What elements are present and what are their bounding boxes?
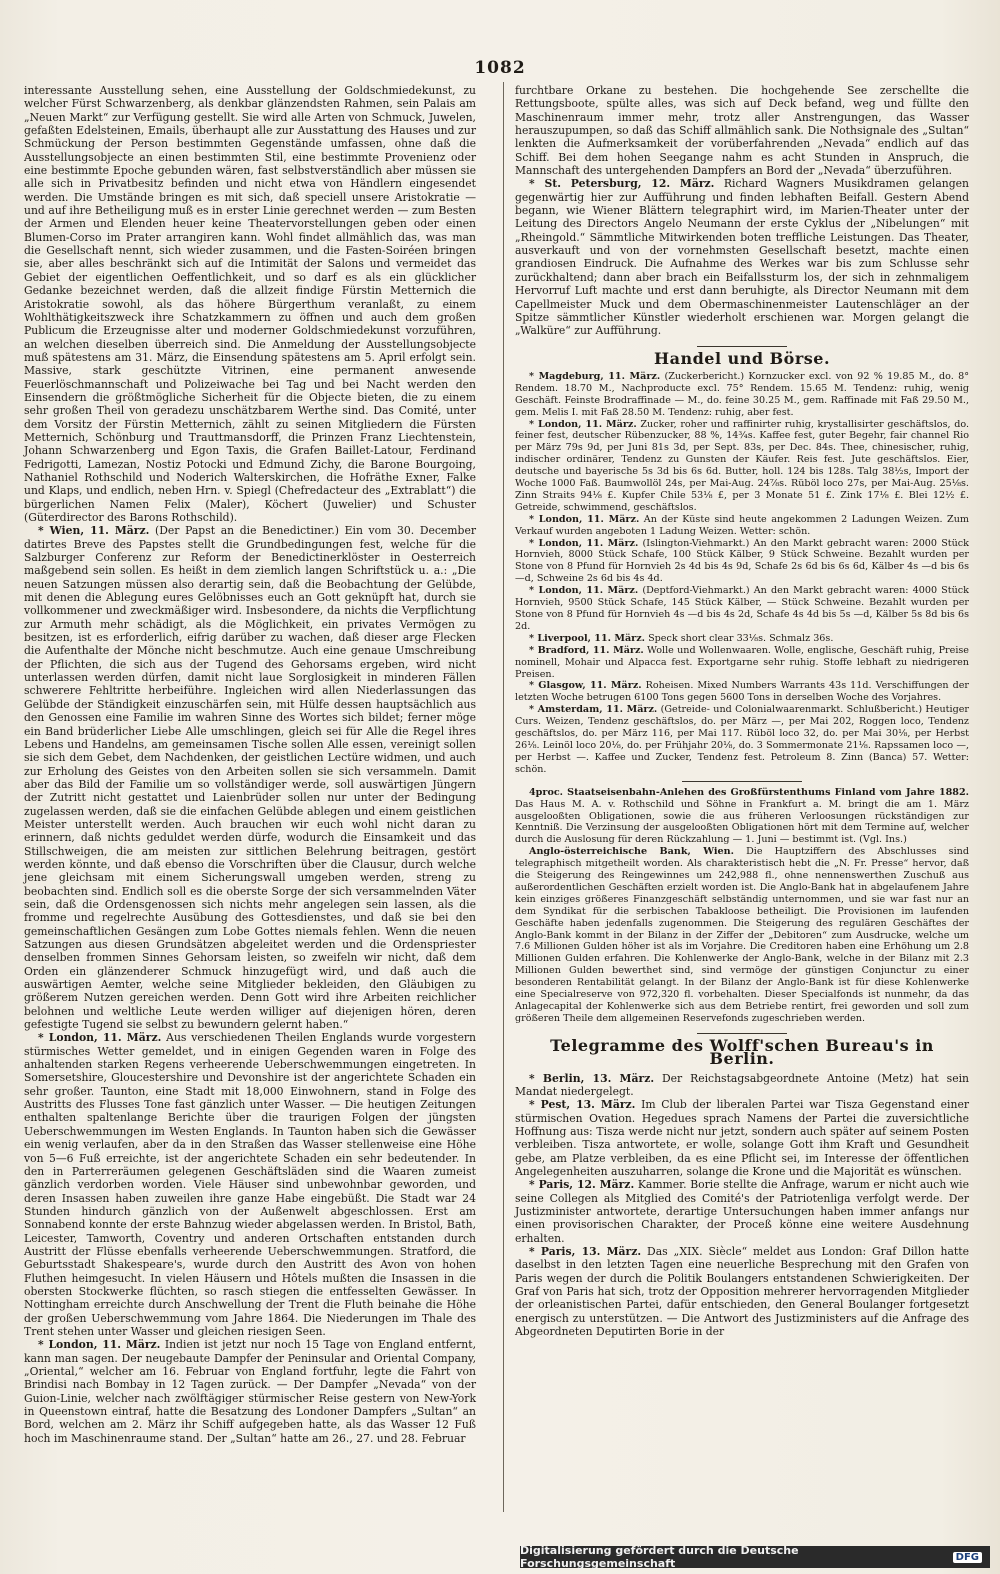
article-paragraph bbox=[24, 84, 476, 524]
notice-lead: 4proc. Staatseisenbahn-Anlehen des Großfürstenthums Finland vom Jahre 1882. bbox=[529, 786, 969, 798]
page-number: 1082 bbox=[474, 58, 526, 78]
telegram-lead: * Pest, 13. März. bbox=[529, 1098, 636, 1112]
column-divider bbox=[503, 82, 504, 1512]
report-text: (Deptford-Viehmarkt.) An den Markt gebracht waren: 4000 Stück Hornvieh, 9500 Stück Schafe, 145 Stück Kälber, — Stück Schweine. Bezahlt wurden per Stone von 8 Pfund für Hornvieh 4s —d bis 4s 2d, Schafe 4s 4d bis 5s —d, Kälber 5s 8d bis 6s 2d. bbox=[515, 585, 969, 632]
report-lead: * London, 11. März. bbox=[529, 537, 639, 549]
section-title-telegramme: Telegramme des Wolff'schen Bureau's in Berlin. bbox=[515, 1033, 969, 1066]
telegram-lead: * Paris, 12. März. bbox=[529, 1178, 635, 1192]
report-text: Speck short clear 33⅛s. Schmalz 36s. bbox=[648, 632, 834, 644]
telegram-text: Kammer. Borie stellte die Anfrage, warum er nicht auch wie seine Collegen als Mitglied des Comité's der Patriotenliga verfolgt werde. Der Justizminister antwortete, derartige Untersuchungen haben immer anfangs nur einen provisorischen Charakter, der Proceß könne eine weitere Ausdehnung erhalten. bbox=[515, 1178, 969, 1245]
market-report bbox=[515, 419, 969, 514]
left-column bbox=[24, 84, 476, 1445]
report-text: Zucker, roher und raffinirter ruhig, krystallisirter geschäftslos, do. feiner fest, deutscher Rübenzucker, 88 %, 14¾s. Kaffee fest, guter Begehr, fair channel Rio per März 79s 9d, per Juni 81s 3d, per Sept. 83s, per Dec. 84s. Thee, chinesischer, ruhig, indischer ordinärer, Tendenz zu Gunsten der Käufer. Reis fest. Jute geschäftslos. Eier, deutsche und bayerische 5s 3d bis 6s 6d. Butter, holl. 124 bis 128s. Talg 38½s, Import der Woche 1000 Faß. Baumwollöl 24s, per Mai-Aug. 24⅞s. Rüböl loco 27s, per Mai-Aug. 25⅛s. Zinn Straits 94⅛ £. Kupfer Chile 53⅛ £, per 3 Monate 51 £. Zink 17⅛ £. Blei 12½ £. Getreide, schwimmend, geschäftslos. bbox=[515, 418, 969, 513]
telegram-lead: * Paris, 13. März. bbox=[529, 1244, 642, 1258]
section-title-handel: Handel und Börse. bbox=[515, 346, 969, 365]
handel-section bbox=[515, 371, 969, 1025]
report-lead: * Magdeburg, 11. März. bbox=[529, 370, 661, 382]
article-lead: * London, 11. März. bbox=[38, 1338, 161, 1352]
market-report bbox=[515, 645, 969, 681]
digitization-credit-bar bbox=[520, 1546, 990, 1568]
article-paragraph bbox=[515, 177, 969, 337]
article-text: Aus verschiedenen Theilen Englands wurde vorgestern stürmisches Wetter gemeldet, und in einigen Gegenden waren in Folge des anhaltenden starken Regens verheerende Ueberschwemmungen eingetreten. In Somersetshire, Gloucestershire und Devonshire ist der angerichtete Schaden ein sehr großer. Taunton, eine Stadt mit 18,000 Einwohnern, stand in Folge des Austritts des Flusses Tone fast gänzlich unter Wasser. — Die heutigen Zeitungen enthalten spaltenlange Berichte über die traurigen Folgen der jüngsten Ueberschwemmungen im Westen Englands. In Taunton haben sich die Gewässer ein wenig verlaufen, aber da in den Straßen das Wasser stellenweise eine Höhe von 5—6 Fuß erreichte, ist der angerichtete Schaden ein sehr bedeutender. In den in Parterreräumen gelegenen Geschäftsläden sind die Waaren zumeist gänzlich verdorben worden. Viele Häuser sind unbewohnbar geworden, und deren Insassen haben zuweilen ihre ganze Habe eingebüßt. Die Stadt war 24 Stunden hindurch gänzlich von der Außenwelt abgeschlossen. Erst am Sonnabend konnte der erste Bahnzug wieder abgelassen werden. In Bristol, Bath, Leicester, Tamworth, Coventry und anderen Ortschaften entstanden durch Austritt der Flüsse ebenfalls verheerende Ueberschwemmungen. Stratford, die Geburtsstadt Shakespeare's, wurde durch den Austritt des Avon von hohen Fluthen heimgesucht. In vielen Häusern und Hôtels mußten die Insassen in die obersten Stockwerke flüchten, so rasch stiegen die entfesselten Gewässer. In Nottingham erreichte durch Anschwellung der Trent die Fluth beinahe die Höhe der großen Ueberschwemmung vom Jahre 1864. Die Niederungen im Thale des Trent stehen unter Wasser und gleichen riesigen Seen. bbox=[24, 1031, 476, 1338]
telegram-text: Das „XIX. Siècle“ meldet aus London: Graf Dillon hatte daselbst in den letzten Tagen eine neuerliche Besprechung mit den Grafen von Paris wegen der durch die Politik Boulangers entstandenen Schwierigkeiten. Der Graf von Paris hat sich, trotz der Opposition mehrerer hervorragenden Mitglieder der orleanistischen Partei, dafür entschieden, den General Boulanger fortgesetzt energisch zu unterstützen. — Die Antwort des Justizministers auf die Anfrage des Abgeordneten Deputirten Borie in der bbox=[515, 1244, 969, 1339]
report-lead: * Liverpool, 11. März. bbox=[529, 632, 646, 644]
telegram bbox=[515, 1178, 969, 1245]
report-lead: * Amsterdam, 11. März. bbox=[529, 704, 658, 716]
telegram bbox=[515, 1245, 969, 1338]
report-text: Wolle und Wollenwaaren. Wolle, englische, Geschäft ruhig, Preise nominell, Mohair und Alpacca fest. Exportgarne sehr ruhig. Stoffe lebhaft zu niedrigeren Preisen. bbox=[515, 644, 969, 680]
report-text: (Islington-Viehmarkt.) An den Markt gebracht waren: 2000 Stück Hornvieh, 8000 Stück Schafe, 100 Stück Kälber, 9 Stück Schweine. Bezahlt wurden per Stone von 8 Pfund für Hornvieh 2s 4d bis 4s 9d, Schafe 2s 6d bis 6s 6d, Kälber 4s —d bis 6s —d, Schweine 2s 6d bis 4s 4d. bbox=[515, 537, 969, 585]
market-report bbox=[515, 704, 969, 775]
article-lead: * Wien, 11. März. bbox=[38, 524, 150, 538]
article-lead: * London, 11. März. bbox=[38, 1031, 162, 1045]
anglo-bank-notice bbox=[515, 846, 969, 1025]
report-lead: * London, 11. März. bbox=[529, 513, 640, 525]
telegram-text: Im Club der liberalen Partei war Tisza Gegenstand einer stürmischen Ovation. Hegedues sprach Namens der Partei die zuversichtliche Hoffnung aus: Tisza werde nicht nur jetzt, sondern auch später auf seinem Posten verbleiben. Tisza antwortete, er wolle, solange Gott ihm Kraft und Gesundheit gebe, am Platze verbleiben, da es eine Pflicht sei, im Interesse der öffentlichen Angelegenheiten auszuharren, solange die Krone und die Majorität es wünschen. bbox=[515, 1098, 969, 1178]
article-paragraph bbox=[24, 1338, 476, 1445]
credit-text: Digitalisierung gefördert durch die Deutsche Forschungsgemeinschaft bbox=[520, 1544, 799, 1570]
report-text: An der Küste sind heute angekommen 2 Ladungen Weizen. Zum Verkauf wurden angeboten 1 Ladung Weizen. Wetter: schön. bbox=[515, 513, 969, 537]
section-rule bbox=[682, 781, 802, 782]
article-text: furchtbare Orkane zu bestehen. Die hochgehende See zerschellte die Rettungsboote, spülte alles, was sich auf Deck befand, weg und füllte den Maschinenraum immer mehr, trotz aller Anstrengungen, das Wasser herauszupumpen, so daß das Schiff allmählich sank. Die Nothsignale des „Sultan“ lenkten die Aufmerksamkeit der vorüberfahrenden „Nevada“ endlich auf das Schiff. Bei dem hohen Seegange nahm es acht Stunden in Anspruch, die Mannschaft des untergehenden Dampfers an Bord der „Nevada“ überzuführen. bbox=[515, 84, 969, 178]
report-lead: * London, 11. März. bbox=[529, 418, 637, 430]
right-column bbox=[515, 84, 969, 1338]
notice-lead: Anglo-österreichische Bank, Wien. bbox=[529, 846, 734, 858]
telegram bbox=[515, 1072, 969, 1099]
report-lead: * London, 11. März. bbox=[529, 585, 639, 597]
article-lead: * St. Petersburg, 12. März. bbox=[529, 177, 715, 191]
notice-text: Die Hauptziffern des Abschlusses sind telegraphisch mitgetheilt worden. Als charakteristisch hebt die „N. Fr. Presse“ hervor, daß die Steigerung des Reingewinnes um 242,988 fl., ohne nennenswerthen Zuschuß aus außerordentlichen Geschäften erzielt worden ist. Die Anglo-Bank hat in abgelaufenem Jahre kein einziges größeres Finanzgeschäft selbständig unternommen, und sie war fast nur an dem Syndikat für die serbischen Tabakloose betheiligt. Die Provisionen im laufenden Geschäfte haben jedenfalls zugenommen. Die Steigerung des regulären Geschäftes der Anglo-Bank kommt in der Bilanz in der Ziffer der „Debitoren“ zum Ausdrucke, welche um 7.6 Millionen Gulden höher ist als im Vorjahre. Die Creditoren haben eine Erhöhung um 2.8 Millionen Gulden erfahren. Die Kohlenwerke der Anglo-Bank, welche in der Bilanz mit 2.3 Millionen Gulden bewerthet sind, sind vermöge der günstigen Conjunctur zu einer besonderen Rentabilität gelangt. In der Bilanz der Anglo-Bank ist für diese Kohlenwerke eine Specialreserve von 972,320 fl. vorbehalten. Dieser Specialfonds ist nunmehr, da das Anlagecapital der Kohlenwerke sich aus dem Betriebe rentirt, frei geworden und soll zum größeren Theile dem allgemeinen Reservefonds zugeschrieben werden. bbox=[515, 846, 969, 1024]
finland-loan-notice bbox=[515, 787, 969, 847]
telegram-lead: * Berlin, 13. März. bbox=[529, 1071, 655, 1085]
article-text: Indien ist jetzt nur noch 15 Tage von England entfernt, kann man sagen. Der neugebaute Dampfer der Peninsular and Oriental Company, „Oriental,“ welcher am 16. Februar von England fortfuhr, legte die Fahrt von Brindisi nach Bombay in 12 Tagen zurück. — Der Dampfer „Nevada“ von der Guion-Linie, welcher nach zwölftägiger stürmischer Reise gestern von New-York in Queenstown eintraf, hatte die Besatzung des Londoner Dampfers „Sultan“ an Bord, welchen am 2. März ihr Schiff aufgegeben hatte, als das Wasser 12 Fuß hoch im Maschinenraume stand. Der „Sultan“ hatte am 26., 27. und 28. Februar bbox=[24, 1338, 477, 1445]
market-report bbox=[515, 371, 969, 419]
article-paragraph bbox=[24, 524, 476, 1031]
report-text: (Zuckerbericht.) Kornzucker excl. von 92 % 19.85 M., do. 8° Rendem. 18.70 M., Nachproducte excl. 75° Rendem. 15.65 M. Tendenz: ruhig, wenig Geschäft. Feinste Brodraffinade — M., do. feine 30.25 M., gem. Raffinade mit Faß 29.50 M., gem. Melis I. mit Faß 28.50 M. Tendenz: ruhig, aber fest. bbox=[515, 370, 969, 418]
market-report bbox=[515, 633, 969, 645]
article-text: Richard Wagners Musikdramen gelangen gegenwärtig hier zur Aufführung und finden lebhaften Beifall. Gestern Abend begann, wie Wiener Blättern telegraphirt wird, im Marien-Theater unter der Leitung des Directors Angelo Neumann der erste Cyklus der „Nibelungen“ mit „Rheingold.“ Sämmtliche Mitwirkenden boten treffliche Leistungen. Das Theater, ausverkauft und von der vornehmsten Gesellschaft besetzt, machte einen grandiosen Eindruck. Die Aufnahme des Werkes war bis zum Schlusse sehr zurückhaltend; dann aber brach ein Beifallssturm los, der sich in zehnmaligem Hervorruf Luft machte und erst dann beruhigte, als Director Neumann mit dem Capellmeister Muck und dem Obermaschinenmeister Lautenschläger an der Spitze sämmtlicher Künstler wiederholt erschienen war. Morgen gelangt die „Walküre“ zur Aufführung. bbox=[515, 177, 970, 338]
report-lead: * Bradford, 11. März. bbox=[529, 644, 644, 656]
report-lead: * Glasgow, 11. März. bbox=[529, 680, 642, 692]
report-text: (Getreide- und Colonialwaarenmarkt. Schlußbericht.) Heutiger Curs. Weizen, Tendenz geschäftslos, do. per März —, per Mai 202, Roggen loco, Tendenz geschäftslos, do. per März 116, per Mai 117. Rüböl loco 32, do. per Mai 30⅛, per Herbst 26⅛. Leinöl loco 20⅛, do. per Frühjahr 20⅛, do. 3 Sommermonate 21⅛. Rapssamen loco —, per Herbst —. Kaffee und Zucker, Tendenz fest. Petroleum 8. Zinn (Banca) 57. Wetter: schön. bbox=[515, 704, 969, 775]
telegram bbox=[515, 1098, 969, 1178]
market-report bbox=[515, 514, 969, 538]
report-text: Roheisen. Mixed Numbers Warrants 43s 11d. Verschiffungen der letzten Woche betrugen 6100 Tons gegen 5600 Tons in derselben Woche des Vorjahres. bbox=[515, 680, 969, 704]
article-paragraph bbox=[24, 1031, 476, 1338]
market-report bbox=[515, 680, 969, 704]
notice-text: Das Haus M. A. v. Rothschild und Söhne in Frankfurt a. M. bringt die am 1. März ausgelooßten Obligationen, sowie die aus früheren Verloosungen rückständigen zur Kenntniß. Die Verzinsung der ausgelooßten Obligationen hört mit dem Termine auf, welcher durch die Auslosung für deren Rückzahlung — 1. Juni — bestimmt ist. (Vgl. Ins.) bbox=[515, 798, 969, 846]
article-text: (Der Papst an die Benedictiner.) Ein vom 30. December datirtes Breve des Papstes stellt die Grundbedingungen fest, welche für die Salzburger Conferenz zur Reform der Benedictinerklöster in Oesterreich maßgebend sein sollen. Es heißt in dem ziemlich langen Schriftstück u. a.: „Die neuen Satzungen müssen also derartig sein, daß die Beobachtung der Gelübde, mit denen die Ablegung eures Gelöbnisses euch an Gott geknüpft hat, durch sie vollkommener und zweckmäßiger wird. Insbesondere, da nichts die Verpflichtung zur Armuth mehr schädigt, als die Möglichkeit, ein privates Vermögen zu besitzen, ist es erforderlich, eifrig darüber zu wachen, daß dieser arge Flecken die Aufenthalte der Mönche nicht beschmutze. Auch eine genaue Umschreibung der Pflichten, die sich aus der Tugend des Gehorsams ergeben, wird nicht unterlassen werden dürfen, damit nicht laue Sorglosigkeit in minderen Fällen schwerere Fehltritte herbeiführe. Ingleichen wird allen Niederlassungen das Gelübde der Ständigkeit einzuschärfen sein, mit Hülfe dessen hauptsächlich aus den Genossen eine Familie im wahren Sinne des Wortes sich bildet; ferner möge ein Band brüderlicher Liebe Alle umschlingen, gleich sei für Alle die Regel ihres Lebens und Handelns, am gemeinsamen Tische sollen Alle essen, vereinigt sollen sie sich dem Gebet, dem Nachdenken, der geistlichen Lectüre widmen, und auch zur Erholung des Geistes von den Arbeiten sollen sie sich versammeln. Damit aber das Bild der Familie um so vollständiger werde, soll auswärtigen Jüngern der Zutritt nicht gestattet und Laienbrüder sollen nur unter der Bedingung zugelassen werden, daß sie die einfachen Gelübde ablegen und einem geistlichen Meister unterstellt werden. Auch brauchen wir euch wohl nicht daran zu erinnern, daß nichts geduldet werden dürfe, wodurch die Einsamkeit und das Stillschweigen, die am meisten zur sittlichen Belehrung beitragen, gestört werden könnte, und daß ebenso die Vorschriften über die Clausur, durch welche jene gleichsam mit einem Sicherungswall umgeben werden, streng zu beobachten sind. Endlich soll es die oberste Sorge der sich versammelnden Väter sein, daß die Ordensgenossen sich nichts mehr angelegen sein lassen, als die fromme und regelrechte Ausübung des Gottesdienstes, und daß sie bei den gemeinschaftlichen Gesängen zum Lobe Gottes niemals fehlen. Wenn die neuen Satzungen aus diesen Grundsätzen abgeleitet werden und die Ordenspriester denselben frommen Sinnes Gehorsam leisten, so zweifeln wir nicht, daß dem Orden ein glänzenderer Schmuck hinzugefügt wird, und daß auch die auswärtigen Aemter, welche seine Mitglieder bekleiden, den Gläubigen zu größerem Nutzen gereichen werden. Denn Gott wird ihre Arbeiten reichlicher belohnen und weltliche Leute werden williger auf diejenigen hören, deren gefestigte Tugend sie selbst zu bewundern gelernt haben.“ bbox=[24, 524, 477, 1032]
article-text: interessante Ausstellung sehen, eine Ausstellung der Goldschmiedekunst, zu welcher Fürst Schwarzenberg, als denkbar glänzendsten Rahmen, sein Palais am „Neuen Markt“ zur Verfügung gestellt. Sie wird alle Arten von Schmuck, Juwelen, gefaßten Edelsteinen, Emails, überhaupt alle zur Ausstattung des Hauses und zur Schmückung der Person bestimmten Gegenstände umfassen, ohne daß die Ausstellungsobjecte an einen bestimmten Stil, eine bestimmte Provenienz oder eine bestimmte Epoche gebunden wären, fast selbstverständlich aber müssen sie alle sich in Privatbesitz befinden und nicht etwa von Händlern eingesendet werden. Die Umstände bringen es mit sich, daß speciell unsere Aristokratie — und auf ihre Betheiligung muß es in erster Linie gerechnet werden — zum Besten der Armen und Elenden heuer keine Theatervorstellungen geben oder einen Blumen-Corso im Prater arrangiren kann. Wohl findet allmählich das, was man die Gesellschaft nennt, sich wieder zusammen, und die Fasten-Soiréen bringen sie, aber alles beschränkt sich auf die Intimität der Salons und vermeidet das Gebiet der eigentlichen Oeffentlichkeit, und so darf es als ein glücklicher Gedanke bezeichnet werden, daß die allzeit findige Fürstin Metternich die Aristokratie sowohl, als das höhere Bürgerthum veranlaßt, zu einem Wohlthätigkeitszweck ihre Schatzkammern zu öffnen und auch dem großen Publicum die Erzeugnisse alter und moderner Goldschmiedekunst vorzuführen, an welchen dieselben überreich sind. Die Anmeldung der Ausstellungsobjecte muß spätestens am 31. März, die Einsendung spätestens am 5. April erfolgt sein. Massive, stark geschützte Vitrinen, eine permanent anwesende Feuerlöschmannschaft und Polizeiwache bei Tag und bei Nacht werden den Einsendern die größtmögliche Sicherheit für die Objecte bieten, die zu einem sehr großen Theil von geradezu unschätzbarem Werthe sind. Das Comité, unter dem Vorsitz der Fürstin Metternich, zählt zu seinen Mitgliedern die Fürsten Metternich, Schönburg und Trauttmansdorff, die Prinzen Franz Liechtenstein, Johann Schwarzenberg und Egon Taxis, die Grafen Baillet-Latour, Ferdinand Fedrigotti, Lamezan, Nostiz Potocki und Edmund Zichy, die Barone Bourgoing, Nathaniel Rothschild und Noderich Walterskirchen, die Hofräthe Exner, Falke und Klaps, und endlich, neben Hrn. v. Spiegl (Chefredacteur des „Extrablatt“) die bürgerlichen Namen Felix (Maler), Köchert (Juwelier) und Schuster (Güterdirector des Barons Rothschild). bbox=[24, 84, 476, 524]
article-paragraph bbox=[515, 84, 969, 177]
market-report bbox=[515, 538, 969, 586]
dfg-logo: DFG bbox=[953, 1552, 982, 1563]
telegram-text: Der Reichstagsabgeordnete Antoine (Metz) hat sein Mandat niedergelegt. bbox=[515, 1071, 969, 1098]
market-report bbox=[515, 585, 969, 633]
